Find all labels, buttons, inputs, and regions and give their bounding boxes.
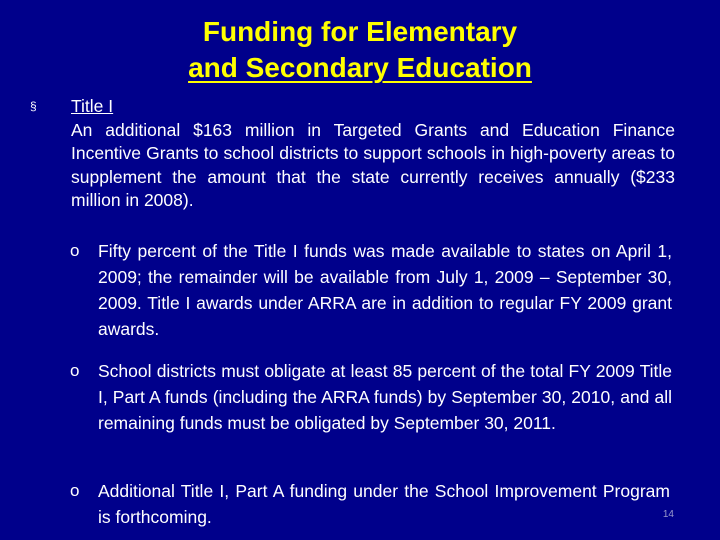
title-line-2: and Secondary Education <box>188 52 532 83</box>
circle-bullet-icon: o <box>70 241 80 260</box>
main-bullet <box>30 95 675 213</box>
sub-bullet-1 <box>70 238 672 342</box>
main-bullet-text: An additional $163 million in Targeted Grants and Education Finance Incentive Grants to school districts to support schools in high-poverty areas to supplement the amount that the state currently receives annually ($233 million in 2008). <box>71 119 675 210</box>
sub-bullet-text: Fifty percent of the Title I funds was made available to states on April 1, 2009; the remainder will be available from July 1, 2009 – September 30, 2009. Title I awards under ARRA are in addition to regular FY 2009 grant awards. <box>98 241 672 339</box>
main-bullet-heading: Title I <box>71 96 114 116</box>
sub-bullet-3 <box>70 478 670 530</box>
section-bullet-icon: § <box>30 99 37 113</box>
sub-bullet-text: School districts must obligate at least 85 percent of the total FY 2009 Title I, Part A funds (including the ARRA funds) by September 30, 2010, and all remaining funds must be obligated by September 30, 2011. <box>98 361 672 433</box>
circle-bullet-icon: o <box>70 361 80 380</box>
slide-title <box>0 14 720 86</box>
sub-bullet-2 <box>70 358 672 436</box>
circle-bullet-icon: o <box>70 481 80 500</box>
sub-bullet-text: Additional Title I, Part A funding under the School Improvement Program is forthcoming. <box>98 481 670 527</box>
title-line-1: Funding for Elementary <box>202 16 518 47</box>
page-number: 14 <box>662 509 674 520</box>
main-bullet-content <box>71 95 675 213</box>
